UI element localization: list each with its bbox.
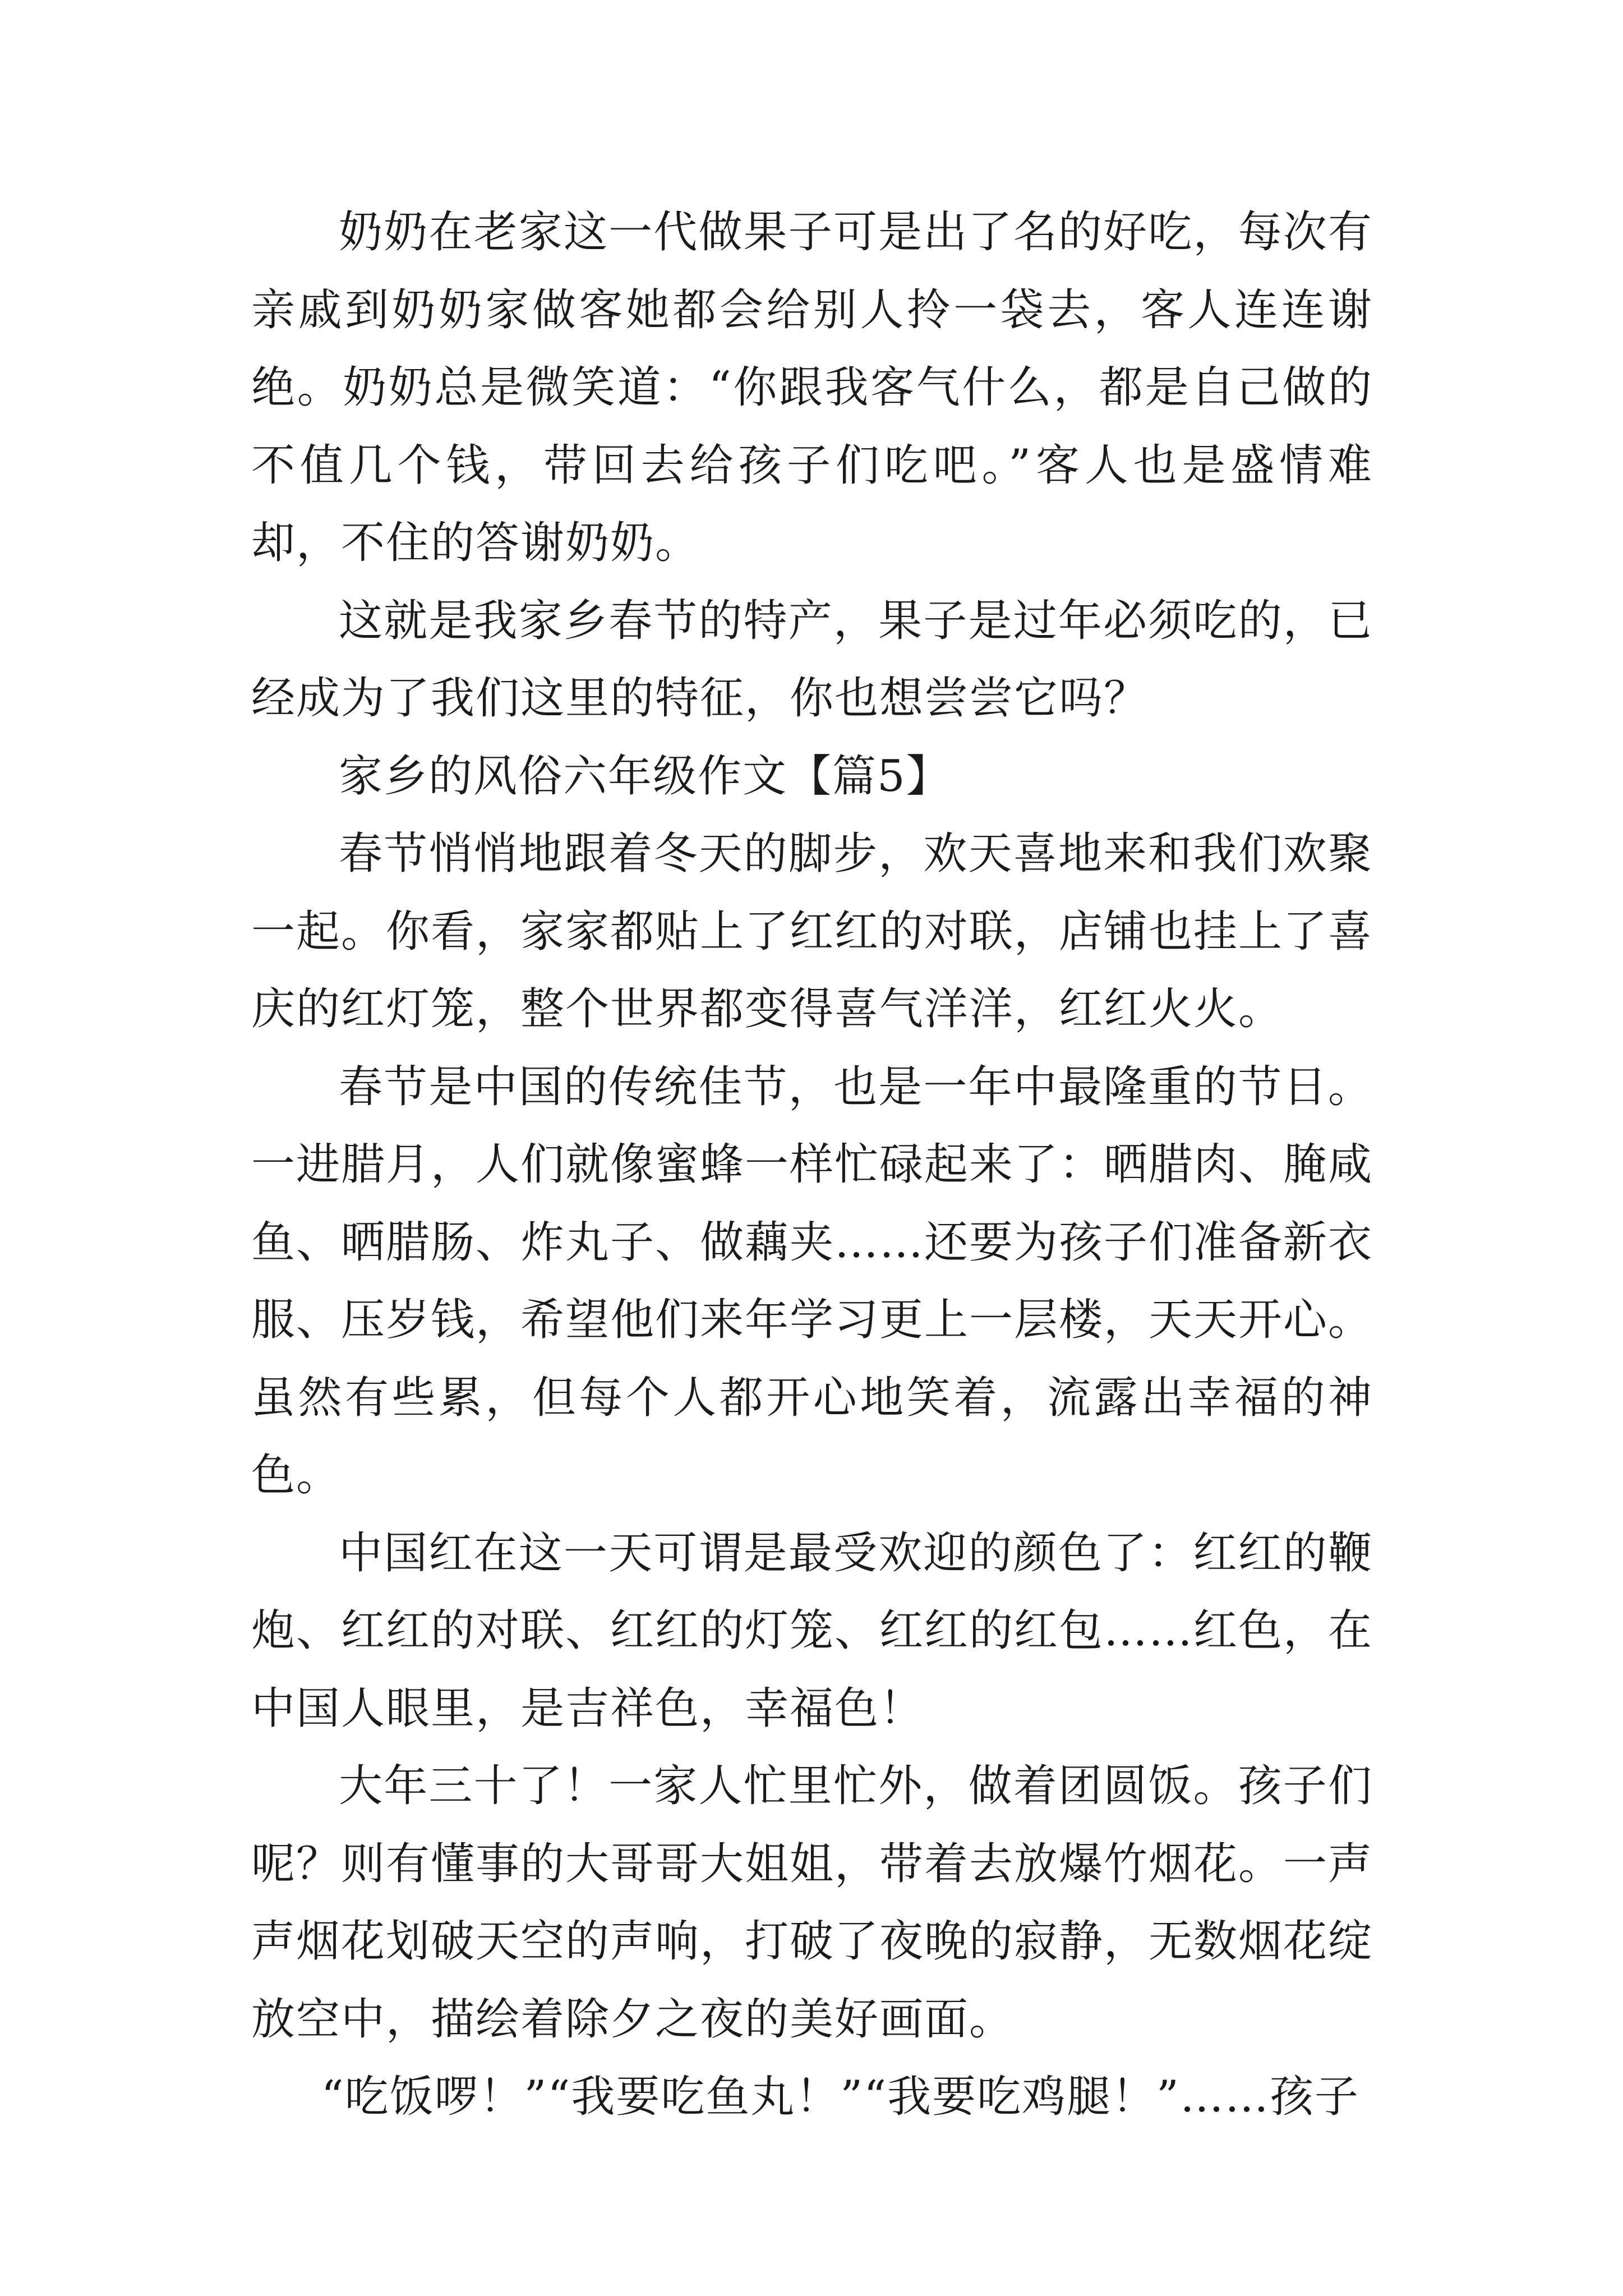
section-heading: 家乡的风俗六年级作文【篇5】 xyxy=(339,751,951,802)
paragraph-traditional-festival: 春节是中国的传统佳节，也是一年中最隆重的节日。一进腊月，人们就像蜜蜂一样忙碌起来了：晒腊肉、腌咸鱼、晒腊肠、炸丸子、做藕夹……还要为孩子们准备新衣服、压岁钱，希望他们来年学习更上一层楼，天天开心。虽然有些累，但每个人都开心地笑着，流露出幸福的神色。 xyxy=(251,1061,1373,1501)
paragraph-china-red: 中国红在这一天可谓是最受欢迎的颜色了：红红的鞭炮、红红的对联、红红的灯笼、红红的红包……红色，在中国人眼里，是吉祥色，幸福色！ xyxy=(251,1527,1373,1734)
document-body xyxy=(251,194,1373,2136)
paragraph-new-years-eve: 大年三十了！一家人忙里忙外，做着团圆饭。孩子们呢？则有懂事的大哥哥大姐姐，带着去放爆竹烟花。一声声烟花划破天空的声响，打破了夜晚的寂静，无数烟花绽放空中，描绘着除夕之夜的美好画面。 xyxy=(251,1761,1373,2045)
paragraph-grandma-fruit: 奶奶在老家这一代做果子可是出了名的好吃，每次有亲戚到奶奶家做客她都会给别人拎一袋去，客人连连谢绝。奶奶总是微笑道：“你跟我客气什么，都是自己做的不值几个钱，带回去给孩子们吃吧。”客人也是盛情难却，不住的答谢奶奶。 xyxy=(251,207,1373,568)
paragraph-hometown-specialty: 这就是我家乡春节的特产，果子是过年必须吃的，已经成为了我们这里的特征，你也想尝尝它吗？ xyxy=(251,595,1373,724)
paragraph-spring-festival-arrives: 春节悄悄地跟着冬天的脚步，欢天喜地来和我们欢聚一起。你看，家家都贴上了红红的对联，店铺也挂上了喜庆的红灯笼，整个世界都变得喜气洋洋，红红火火。 xyxy=(251,829,1373,1034)
paragraph-dinner-call: “吃饭啰！”“我要吃鱼丸！”“我要吃鸡腿！”……孩子 xyxy=(321,2072,1360,2122)
